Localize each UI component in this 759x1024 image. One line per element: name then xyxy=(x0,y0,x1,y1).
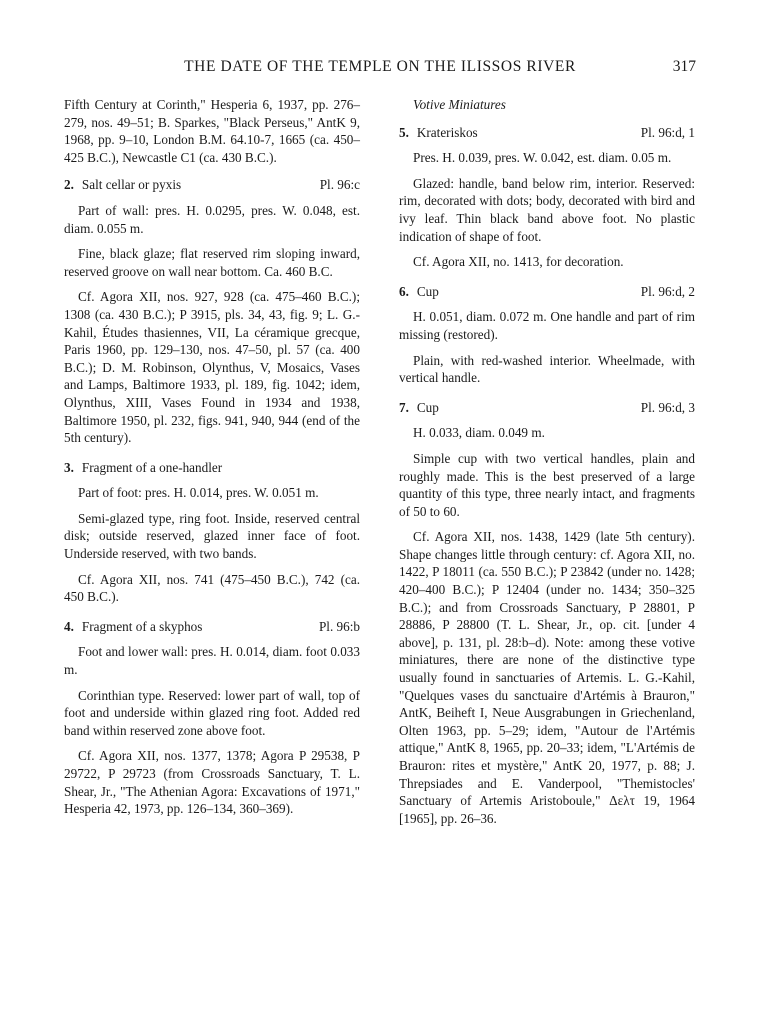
plate-reference: Pl. 96:d, 2 xyxy=(640,283,695,299)
catalog-entry-5 xyxy=(399,124,695,271)
entry-title: Cup xyxy=(416,283,439,299)
entry-dimensions: H. 0.051, diam. 0.072 m. One handle and part of rim missing (restored). xyxy=(399,309,695,342)
entry-dimensions: Part of foot: pres. H. 0.014, pres. W. 0.051 m. xyxy=(78,485,319,501)
section-heading: Votive Miniatures xyxy=(413,97,506,112)
catalog-entry-7 xyxy=(399,399,695,828)
entry-number: 4. xyxy=(64,618,74,634)
entry-description: Corinthian type. Reserved: lower part of wall, top of foot and underside within glazed ring foot. Added red band within reserved zone above foot. xyxy=(64,687,360,738)
entry-title: Fragment of a one-handler xyxy=(81,459,223,475)
plate-reference: Pl. 96:d, 3 xyxy=(640,399,695,415)
entry-dimensions: Pres. H. 0.039, pres. W. 0.042, est. diam. 0.05 m. xyxy=(413,150,672,166)
entry-dimensions: H. 0.033, diam. 0.049 m. xyxy=(413,425,545,441)
entry-dimensions: Part of wall: pres. H. 0.0295, pres. W. 0.048, est. diam. 0.055 m. xyxy=(64,202,360,236)
catalog-entry-4 xyxy=(64,618,360,818)
page-number: 317 xyxy=(672,58,696,75)
entry-number: 5. xyxy=(399,124,409,140)
entry-title: Salt cellar or pyxis xyxy=(81,177,182,193)
entry-comparanda: Cf. Agora XII, nos. 741 (475–450 B.C.), 742 (ca. 450 B.C.). xyxy=(64,571,360,605)
catalog-entry-3 xyxy=(64,459,360,606)
entry-description: Semi-glazed type, ring foot. Inside, reserved central disk; outside reserved, glazed inner face of foot. Underside reserved, with two bands. xyxy=(64,510,360,562)
entry-number: 2. xyxy=(64,177,74,193)
entry-comparanda: Cf. Agora XII, no. 1413, for decoration. xyxy=(413,254,624,270)
entry-number: 3. xyxy=(64,459,74,475)
catalog-entry-heading xyxy=(64,176,360,194)
entry-comparanda: Cf. Agora XII, nos. 927, 928 (ca. 475–460 B.C.); 1308 (ca. 430 B.C.); P 3915, pls. 34, 43, fig. 9; L. G.-Kahil, Études thasiennes, VII, La céramique grecque, Paris 1960, pp. 129–130, nos. 47–50, pl. 57 (ca. 400 B.C.); D. M. Robinson, Olynthus, V, Mosaics, Vases and Lamps, Baltimore 1933, pl. 189, fig. 1042; idem, Olynthus, XIII, Vases Found in 1934 and 1938, Baltimore 1950, pl. 232, figs. 941, 940, 944 (end of the 5th century). xyxy=(64,289,360,446)
entry-description: Fine, black glaze; flat reserved rim sloping inward, reserved groove on wall near bottom. Ca. 460 B.C. xyxy=(64,246,360,279)
catalog-entry-heading xyxy=(64,459,360,477)
catalog-entry-heading xyxy=(399,283,695,301)
entry-description: Simple cup with two vertical handles, plain and roughly made. This is the best preserved of a large quantity of this type, three nearly intact, and fragments of 50 to 60. xyxy=(399,450,695,519)
catalog-entry-heading xyxy=(64,618,360,636)
entry-description: Plain, with red-washed interior. Wheelmade, with vertical handle. xyxy=(399,352,695,386)
plate-reference: Pl. 96:b xyxy=(318,618,360,634)
running-head xyxy=(64,58,696,80)
right-column xyxy=(399,96,695,839)
entry-dimensions: Foot and lower wall: pres. H. 0.014, diam. foot 0.033 m. xyxy=(64,644,360,678)
entry-comparanda: Cf. Agora XII, nos. 1438, 1429 (late 5th century). Shape changes little through century: cf. Agora XII, no. 1422, P 18011 (ca. 550 B.C.); P 23842 (under no. 1428; 420–400 B.C.); P 12404 (under no. 1434; 350–325 B.C.); and from Crossroads Sanctuary, P 28801, P 28886, P 28800 (T. L. Shear, Jr., op. cit. [under 4 above], p. 131, pl. 28:b–d). Note: among these votive miniatures, there are none of the distinctive type usually found in sanctuaries of Artemis. L. G.-Kahil, "Quelques vases du sanctuaire d'Artémis à Brauron," AntK, Beiheft I, Neue Ausgrabungen in Griechenland, Olten 1963, pp. 5–29; idem, "Autour de l'Artémis attique," AntK 8, 1965, pp. 20–33; idem, "L'Artémis de Brauron: rites et mystère," AntK 20, 1977, p. 88; J. Threpsiades and E. Vanderpool, "Themistocles' Sanctuary of Artemis Aristoboule," Δελτ 19, 1964 [1965], pp. 26–36. xyxy=(399,529,695,826)
entry-description: Glazed: handle, band below rim, interior. Reserved: rim, decorated with dots; body, decorated with bird and ivy leaf. Thin black band above foot. No plastic indication of shape of foot. xyxy=(399,175,695,244)
entry-title: Cup xyxy=(416,399,439,415)
entry-comparanda: Cf. Agora XII, nos. 1377, 1378; Agora P 29538, P 29722, P 29723 (from Crossroads Sanctuary, T. L. Shear, Jr., "The Athenian Agora: Excavations of 1971," Hesperia 42, 1973, pp. 126–134, 360–369). xyxy=(64,748,360,817)
catalog-entry-heading xyxy=(399,124,695,142)
catalog-entry-2 xyxy=(64,176,360,446)
plate-reference: Pl. 96:d, 1 xyxy=(640,124,695,140)
entry-number: 6. xyxy=(399,283,409,299)
continuation-text: Fifth Century at Corinth," Hesperia 6, 1937, pp. 276–279, nos. 49–51; B. Sparkes, "Black Perseus," AntK 9, 1968, pp. 9–10, London B.M. 64.10-7, 1665 (ca. 450–425 B.C.), Newcastle C1 (ca. 430 B.C.). xyxy=(64,97,360,165)
page-title: THE DATE OF THE TEMPLE ON THE ILISSOS RIVER xyxy=(184,58,576,75)
entry-title: Krateriskos xyxy=(416,124,478,140)
plate-reference: Pl. 96:c xyxy=(319,177,360,193)
catalog-entry-heading xyxy=(399,399,695,417)
entry-number: 7. xyxy=(399,399,409,415)
left-column xyxy=(64,96,360,830)
entry-title: Fragment of a skyphos xyxy=(81,618,203,634)
catalog-entry-6 xyxy=(399,283,695,387)
